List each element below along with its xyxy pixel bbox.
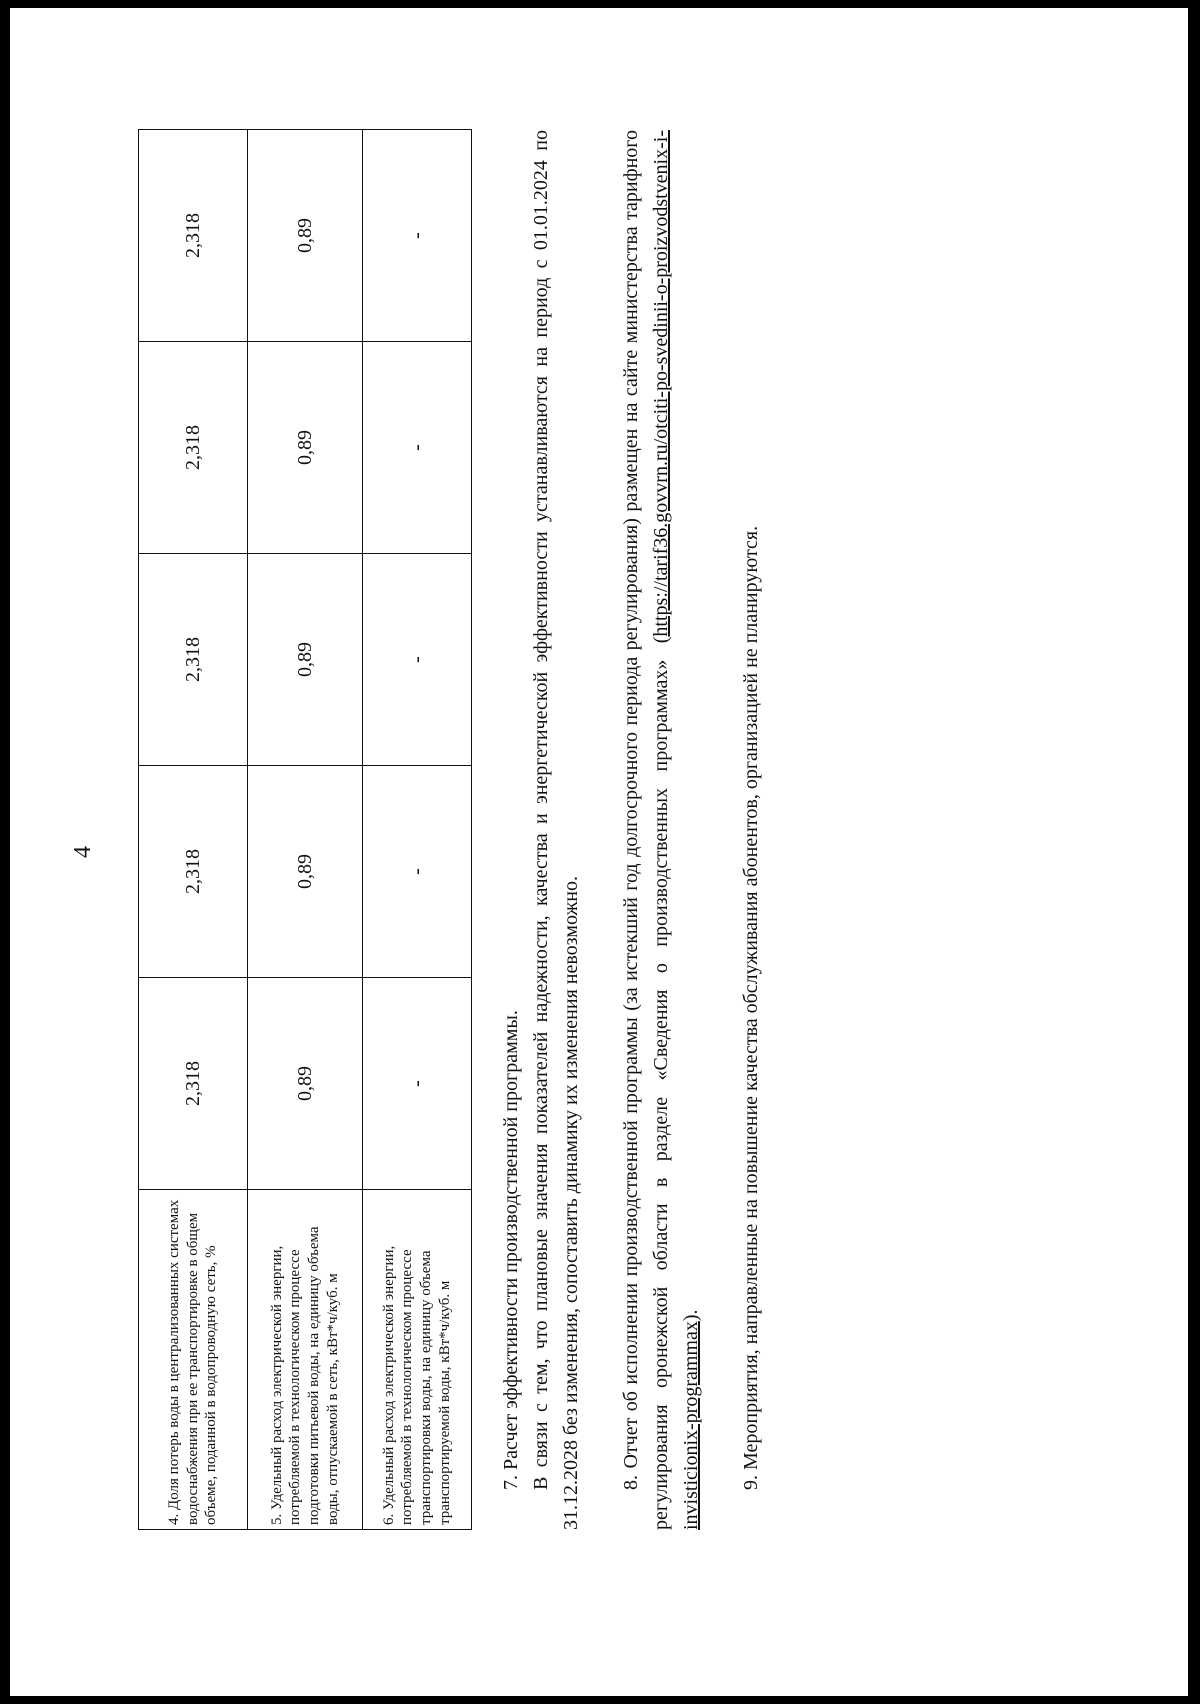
cell-value: -	[363, 978, 472, 1190]
cell-value: 2,318	[139, 130, 248, 342]
cell-value: 2,318	[139, 978, 248, 1190]
cell-value: -	[363, 766, 472, 978]
cell-value: -	[363, 130, 472, 342]
cell-value: 0,89	[248, 978, 363, 1190]
row-label: 6. Удельный расход электрической энергии, потребляемой в технологическом процессе транспортировки воды, на единицу объема транспортируемой воды, кВт*ч/куб. м	[363, 1190, 472, 1530]
cell-value: -	[363, 342, 472, 554]
table-row	[363, 130, 472, 1530]
section-7-heading: 7. Расчет эффективности производственной программы.	[500, 1010, 522, 1490]
row-label: 4. Доля потерь воды в централизованных системах водоснабжения при ее транспортировке в общем объеме, поданной в водопроводную сеть, %	[139, 1190, 248, 1530]
cell-value: 0,89	[248, 554, 363, 766]
table-row	[139, 130, 248, 1530]
page-number: 4	[70, 846, 96, 858]
section-8-paragraph	[616, 130, 706, 1530]
cell-value: 2,318	[139, 766, 248, 978]
cell-value: 2,318	[139, 554, 248, 766]
document-page	[10, 8, 1188, 1696]
cell-value: 0,89	[248, 766, 363, 978]
table-row	[248, 130, 363, 1530]
cell-value: 2,318	[139, 342, 248, 554]
rotated-content	[10, 8, 1188, 1696]
section-9-paragraph: 9. Мероприятия, направленные на повышение качества обслуживания абонентов, организацией не планируются.	[740, 525, 762, 1490]
section-8-text: 8. Отчет об исполнении производственной программы (за истекший год долгосрочного периода регулирования) размещен на сайте министерства тарифного регулирования оронежской области в разделе «Сведения о производственных программах» (	[620, 130, 672, 1530]
cell-value: 0,89	[248, 342, 363, 554]
cell-value: -	[363, 554, 472, 766]
row-label: 5. Удельный расход электрической энергии, потребляемой в технологическом процессе подготовки питьевой воды, на единицу объема воды, отпускаемой в сеть, кВт*ч/куб. м	[248, 1190, 363, 1530]
cell-value: 0,89	[248, 130, 363, 342]
indicators-table	[138, 129, 472, 1530]
section-8-tail: ).	[680, 1309, 702, 1322]
tariff-site-link[interactable]: https://tarif36.govvrn.ru/otciti-po-svedinii-o-proizvodstvenix-i-invisticionix-programmax	[650, 130, 702, 1530]
document-body	[496, 130, 766, 1530]
section-7-body: В связи с тем, что плановые значения показателей надежности, качества и энергетической эффективности устанавливаются на период с 01.01.2024 по 31.12.2028 без изменения, сопоставить динамику их изменения невозможно.	[530, 130, 582, 1530]
